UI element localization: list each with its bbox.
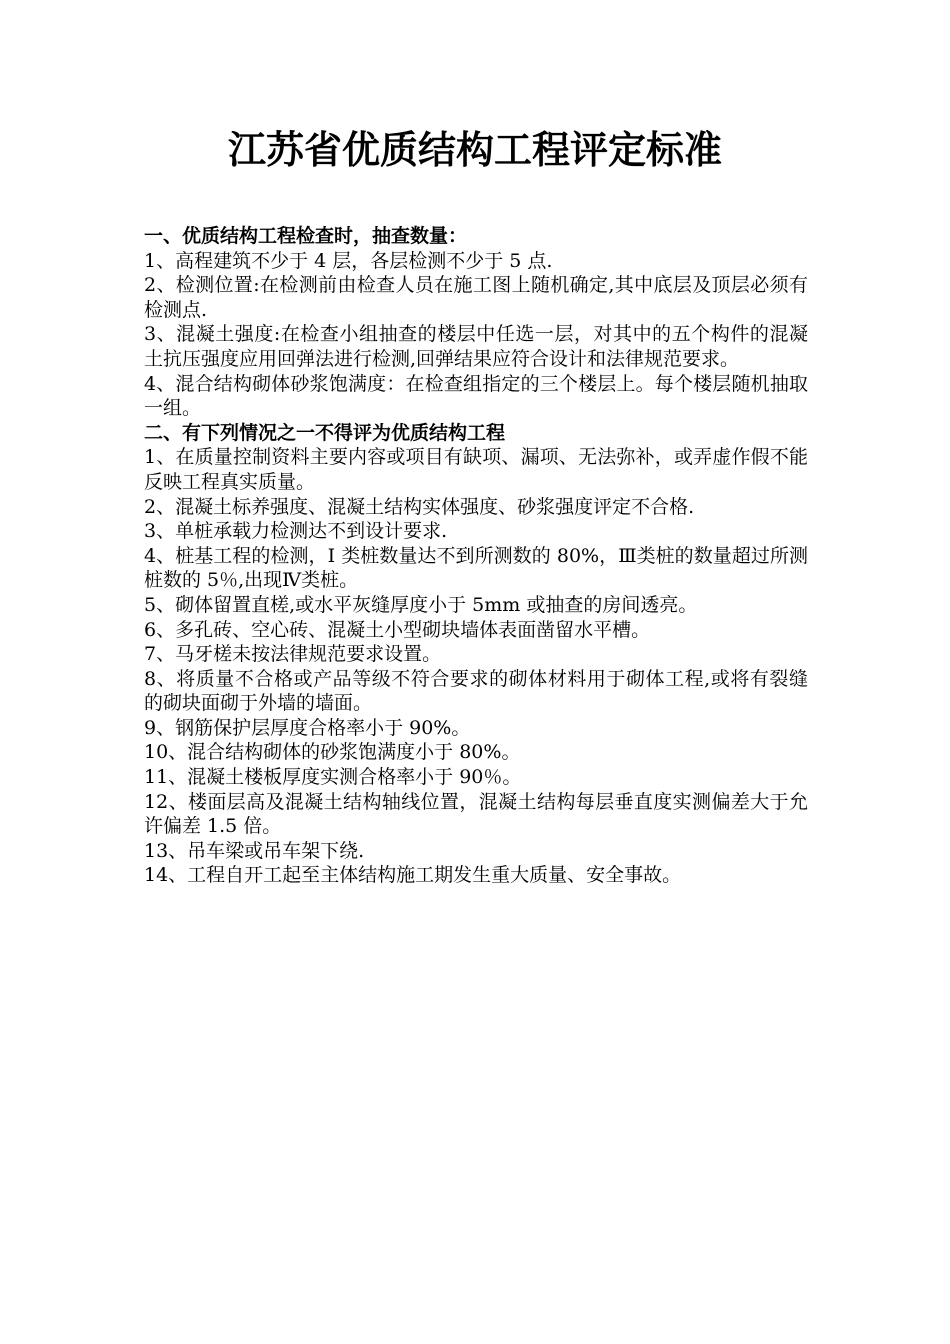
list-item: 10、混合结构砌体的砂浆饱满度小于 80%。 bbox=[144, 741, 521, 764]
list-item: 2、检测位置:在检测前由检查人员在施工图上随机确定,其中底层及顶层必须有检测点. bbox=[144, 274, 808, 321]
list-item: 13、吊车梁或吊车架下绕. bbox=[144, 839, 365, 862]
list-item: 12、楼面层高及混凝土结构轴线位置，混凝土结构每层垂直度实测偏差大于允许偏差 1.5 倍。 bbox=[144, 790, 808, 838]
list-item: 2、混凝土标养强度、混凝土结构实体强度、砂浆强度评定不合格. bbox=[144, 495, 695, 518]
list-item: 11、混凝土楼板厚度实测合格率小于 90％。 bbox=[144, 766, 522, 789]
document-body bbox=[144, 224, 808, 888]
list-item: 14、工程自开工起至主体结构施工期发生重大质量、安全事故。 bbox=[144, 864, 682, 887]
list-item: 1、在质量控制资料主要内容或项目有缺项、漏项、无法弥补，或弄虚作假不能反映工程真实质量。 bbox=[144, 446, 808, 493]
list-item: 7、马牙槎未按法律规范要求设置。 bbox=[144, 643, 442, 666]
document-title: 江苏省优质结构工程评定标准 bbox=[227, 128, 722, 172]
list-item: 4、桩基工程的检测，I 类桩数量达不到所测数的 80%，Ⅲ类桩的数量超过所测桩数的 5％,出现Ⅳ类桩。 bbox=[144, 544, 808, 592]
list-item: 5、砌体留置直槎,或水平灰缝厚度小于 5mm 或抽查的房间透亮。 bbox=[144, 593, 698, 616]
section-heading-disqualifications: 二、有下列情况之一不得评为优质结构工程 bbox=[144, 421, 506, 444]
section-heading-sampling: 一、优质结构工程检查时，抽查数量： bbox=[144, 225, 468, 247]
list-item: 3、混凝土强度:在检查小组抽查的楼层中任选一层，对其中的五个构件的混凝土抗压强度应用回弹法进行检测,回弹结果应符合设计和法律规范要求。 bbox=[144, 323, 808, 370]
list-item: 4、混合结构砌体砂浆饱满度：在检查组指定的三个楼层上。每个楼层随机抽取一组。 bbox=[144, 372, 808, 420]
list-item: 6、多孔砖、空心砖、混凝土小型砌块墙体表面凿留水平槽。 bbox=[144, 618, 651, 641]
list-item: 3、单桩承载力检测达不到设计要求. bbox=[144, 520, 448, 543]
list-item: 8、将质量不合格或产品等级不符合要求的砌体材料用于砌体工程,或将有裂缝的砌块面砌于外墙的墙面。 bbox=[144, 667, 808, 715]
list-item: 1、高程建筑不少于 4 层，各层检测不少于 5 点. bbox=[144, 249, 553, 272]
list-item: 9、钢筋保护层厚度合格率小于 90%。 bbox=[144, 716, 471, 739]
